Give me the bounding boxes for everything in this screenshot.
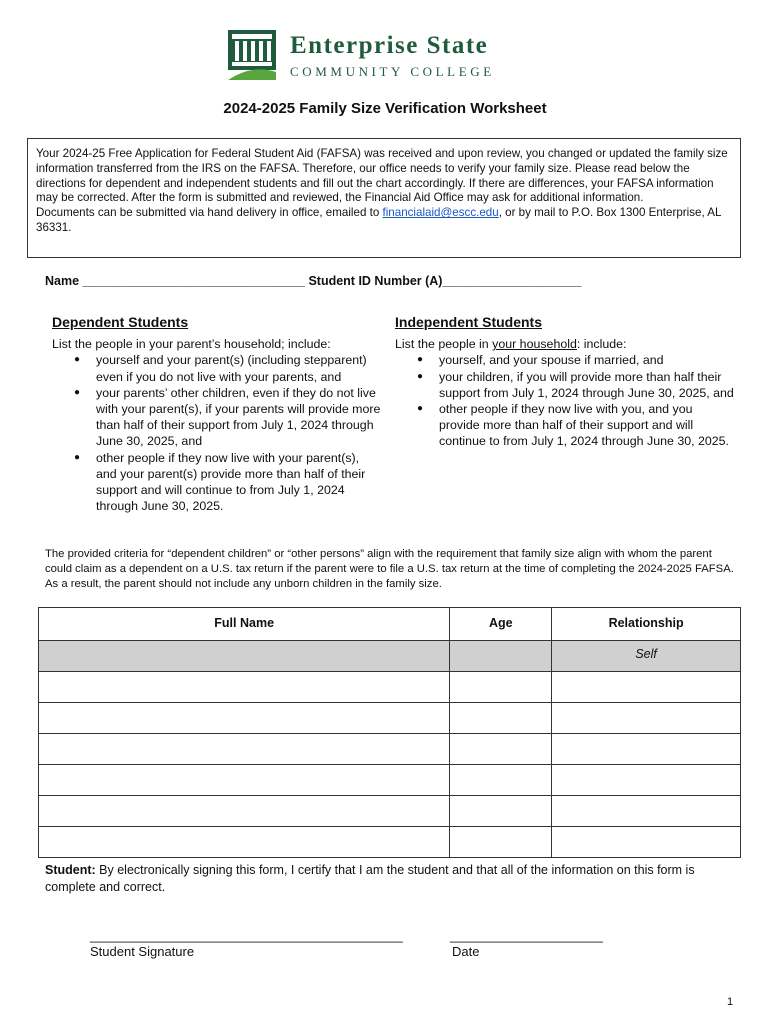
name-cell[interactable] — [39, 672, 450, 703]
intro-box — [27, 138, 741, 258]
table-header-row — [39, 608, 741, 641]
relationship-cell[interactable] — [552, 827, 741, 858]
name-cell[interactable] — [39, 734, 450, 765]
page-number: 1 — [727, 996, 734, 1008]
dependent-students-section — [52, 314, 382, 514]
college-logo — [226, 28, 556, 84]
student-certification — [45, 862, 735, 896]
certification-text: By electronically signing this form, I certify that I am the student and that all of the information on this form is complete and correct. — [45, 863, 695, 894]
independent-students-section — [395, 314, 735, 450]
intro-paragraph: Your 2024-25 Free Application for Federal Student Aid (FAFSA) was received and upon review, you changed or updated the family size information transferred from the IRS on the FAFSA. Therefore, our office needs to verify your family size. Please read below the directions for dependent and independent students and fill out the chart accordingly. If there are differences, your FAFSA information may be corrected. After the form is submitted and reviewed, the Financial Aid Office may ask for additional information. — [36, 147, 728, 205]
independent-students-heading: Independent Students — [395, 314, 542, 330]
name-cell[interactable] — [39, 796, 450, 827]
relationship-header: Relationship — [552, 608, 741, 641]
relationship-cell[interactable] — [552, 672, 741, 703]
lead-text-underlined: your household — [492, 337, 577, 352]
table-row — [39, 827, 741, 858]
criteria-note: The provided criteria for “dependent children” or “other persons” align with the requirement that family size align with whom the parent could claim as a dependent on a U.S. tax return if the parent were to file a U.S. tax return at the time of completing the 2024-2025 FAFSA. As a result, the parent should not include any unborn children in the family size. — [45, 548, 734, 590]
age-cell[interactable] — [450, 703, 552, 734]
age-cell[interactable] — [450, 765, 552, 796]
lead-text-before: List the people in — [395, 337, 493, 352]
submission-paragraph — [36, 206, 732, 236]
list-item: ● other people if they now live with you, and you provide more than half of their support and will continue to from July 1, 2024 through June 30, 2025. — [439, 401, 735, 450]
dependent-students-list — [52, 352, 382, 514]
table-row — [39, 765, 741, 796]
relationship-cell[interactable] — [552, 765, 741, 796]
financial-aid-email-link[interactable]: financialaid@escc.edu — [382, 206, 499, 220]
certification-label: Student: — [45, 863, 96, 877]
lead-text-after: : include: — [576, 337, 627, 352]
age-cell[interactable] — [450, 796, 552, 827]
list-item: ● yourself, and your spouse if married, and — [439, 352, 735, 368]
relationship-cell[interactable] — [552, 796, 741, 827]
table-row — [39, 703, 741, 734]
page-title: 2024-2025 Family Size Verification Worksheet — [223, 100, 547, 117]
name-id-fields[interactable]: Name ________________________________ Student ID Number (A)____________________ — [45, 274, 582, 288]
college-building-icon — [226, 28, 278, 80]
self-name-cell[interactable] — [39, 641, 450, 672]
list-item: ● other people if they now live with your parent(s), and your parent(s) provide more than half of their support and will continue to from July 1, 2024 through June 30, 2025. — [96, 450, 382, 515]
table-row — [39, 672, 741, 703]
relationship-cell[interactable] — [552, 703, 741, 734]
age-header: Age — [450, 608, 552, 641]
table-row — [39, 796, 741, 827]
date-label: Date — [452, 944, 480, 959]
list-item: ● your parents’ other children, even if they do not live with your parent(s), if your parents will provide more than half of their support from July 1, 2024 through June 30, 2025, and — [96, 385, 382, 450]
full-name-header: Full Name — [39, 608, 450, 641]
name-cell[interactable] — [39, 765, 450, 796]
name-cell[interactable] — [39, 827, 450, 858]
submission-text-after: , or by mail to P.O. Box 1300 Enterprise, AL 36331. — [36, 206, 722, 234]
submission-text-before: Documents can be submitted via hand delivery in office, emailed to — [36, 206, 383, 220]
age-cell[interactable] — [450, 827, 552, 858]
self-relationship-cell: Self — [552, 641, 741, 672]
dependent-students-lead: List the people in your parent’s household; include: — [52, 337, 331, 352]
age-cell[interactable] — [450, 734, 552, 765]
student-signature-field[interactable]: _____________________________________________ — [90, 929, 403, 943]
student-signature-label: Student Signature — [90, 944, 195, 959]
table-row — [39, 734, 741, 765]
relationship-cell[interactable] — [552, 734, 741, 765]
list-item: ● yourself and your parent(s) (including stepparent) even if you do not live with your parents, and — [96, 352, 382, 384]
age-cell[interactable] — [450, 672, 552, 703]
self-row — [39, 641, 741, 672]
logo-college-subtitle: COMMUNITY COLLEGE — [290, 64, 495, 79]
name-cell[interactable] — [39, 703, 450, 734]
independent-students-lead — [395, 336, 735, 352]
logo-college-name: Enterprise State — [290, 32, 489, 59]
family-members-table — [38, 607, 741, 858]
self-age-cell[interactable] — [450, 641, 552, 672]
list-item: ● your children, if you will provide more than half their support from July 1, 2024 through June 30, 2025, and — [439, 369, 735, 401]
independent-students-list — [395, 352, 735, 449]
dependent-students-heading: Dependent Students — [52, 314, 189, 330]
date-field[interactable]: ______________________ — [450, 929, 603, 943]
